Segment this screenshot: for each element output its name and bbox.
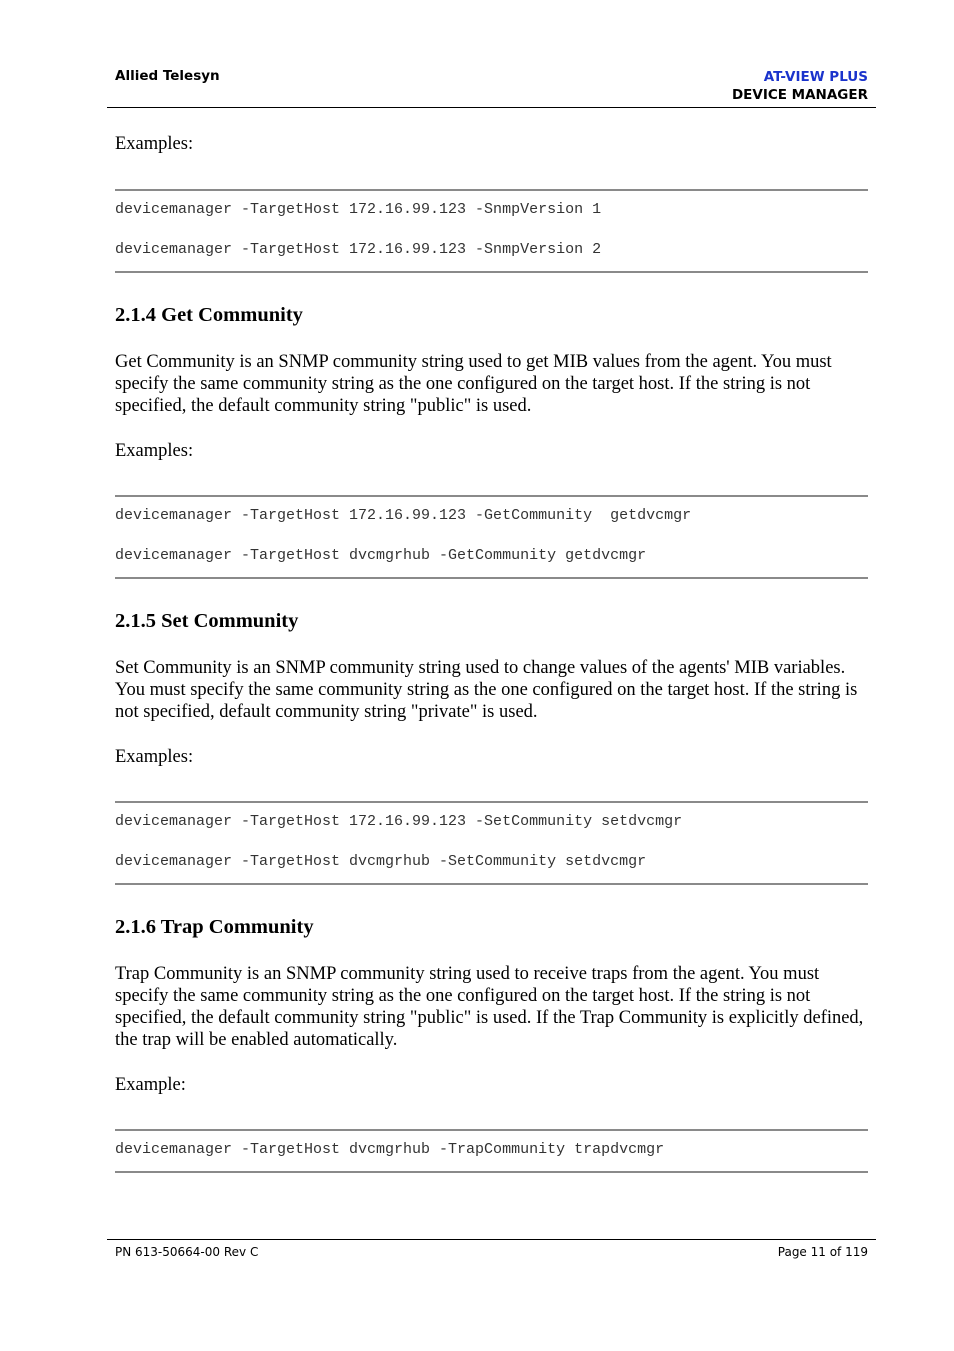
- footer-part-number: PN 613-50664-00 Rev C: [115, 1245, 259, 1259]
- section-body: Trap Community is an SNMP community string used to receive traps from the agent. You must specify the same community string as the one configured on the target host. If the string is not specified, the default community string "public" is used. If the Trap Community is explicitly defined, the trap will be enabled automatically.: [115, 964, 864, 1050]
- header-product-block: [732, 68, 868, 104]
- code-line: devicemanager -TargetHost 172.16.99.123 -SnmpVersion 2: [115, 241, 602, 258]
- code-block: [115, 189, 868, 273]
- footer-rule: [107, 1239, 876, 1240]
- section-body: Set Community is an SNMP community string used to change values of the agents' MIB variables. You must specify the same community string as the one configured on the target host. If the string is not specified, default community string "private" is used.: [115, 658, 858, 722]
- code-line: devicemanager -TargetHost 172.16.99.123 -SetCommunity setdvcmgr: [115, 813, 683, 830]
- code-line: devicemanager -TargetHost dvcmgrhub -TrapCommunity trapdvcmgr: [115, 1141, 665, 1158]
- code-block: [115, 801, 868, 885]
- header-product: AT-VIEW PLUS: [763, 69, 868, 85]
- section-heading: 2.1.4 Get Community: [115, 304, 303, 326]
- examples-label: Examples:: [115, 134, 194, 154]
- code-line: devicemanager -TargetHost dvcmgrhub -SetCommunity setdvcmgr: [115, 853, 647, 870]
- section-heading: 2.1.6 Trap Community: [115, 916, 314, 938]
- examples-label: Example:: [115, 1075, 186, 1095]
- code-line: devicemanager -TargetHost 172.16.99.123 -GetCommunity getdvcmgr: [115, 507, 692, 524]
- examples-label: Examples:: [115, 441, 194, 461]
- header-subtitle: DEVICE MANAGER: [731, 87, 868, 103]
- code-block: [115, 495, 868, 579]
- code-line: devicemanager -TargetHost 172.16.99.123 -SnmpVersion 1: [115, 201, 602, 218]
- section-body: Get Community is an SNMP community string used to get MIB values from the agent. You must specify the same community string as the one configured on the target host. If the string is not specified, the default community string "public" is used.: [115, 352, 832, 416]
- header-company: Allied Telesyn: [115, 68, 220, 84]
- section-heading: 2.1.5 Set Community: [115, 610, 299, 632]
- examples-label: Examples:: [115, 747, 194, 767]
- code-block: [115, 1129, 868, 1173]
- footer-page-number: Page 11 of 119: [777, 1245, 868, 1259]
- code-line: devicemanager -TargetHost dvcmgrhub -GetCommunity getdvcmgr: [115, 547, 647, 564]
- header-rule: [107, 107, 876, 108]
